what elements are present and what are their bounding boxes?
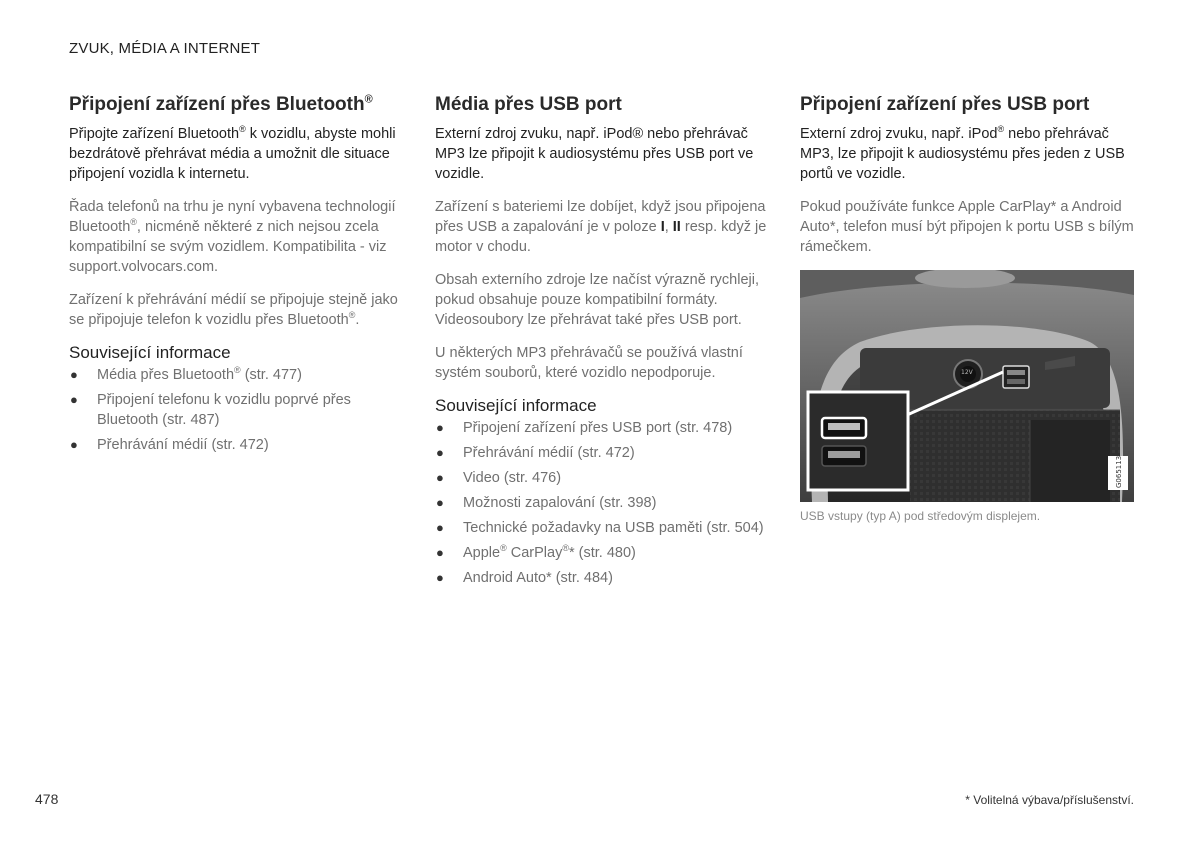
bullet-icon: ● bbox=[70, 392, 78, 407]
page-number: 478 bbox=[35, 791, 59, 807]
related-info-heading: Související informace bbox=[69, 343, 231, 362]
related-info-heading: Související informace bbox=[435, 396, 597, 415]
photo-caption: USB vstupy (typ A) pod středovým displejem. bbox=[800, 509, 1041, 523]
section-header: ZVUK, MÉDIA A INTERNET bbox=[69, 40, 261, 57]
usb-media-lead: Externí zdroj zvuku, např. iPod® nebo přehrávač MP3 lze připojit k audiosystému přes USB port ve vozidle. bbox=[435, 126, 754, 182]
socket-label: 12V bbox=[961, 369, 973, 376]
bullet-icon: ● bbox=[70, 437, 78, 452]
usb-connect-heading: Připojení zařízení přes USB port bbox=[800, 94, 1090, 115]
bullet-icon: ● bbox=[436, 495, 444, 510]
usb-ports-photo bbox=[800, 270, 1134, 502]
bullet-icon: ● bbox=[436, 470, 444, 485]
related-links-list bbox=[69, 365, 404, 455]
related-link[interactable]: ● Přehrávání médií (str. 472) bbox=[436, 445, 635, 461]
usb-media-heading: Média přes USB port bbox=[435, 94, 622, 115]
related-link[interactable]: ● Média přes Bluetooth® (str. 477) bbox=[70, 365, 302, 383]
related-link[interactable]: ● Video (str. 476) bbox=[436, 470, 562, 486]
footnote: * Volitelná výbava/příslušenství. bbox=[965, 793, 1134, 807]
bullet-icon: ● bbox=[436, 445, 444, 460]
column-usb-media bbox=[435, 92, 770, 593]
related-links-list bbox=[435, 418, 770, 588]
related-link[interactable]: ● Android Auto* (str. 484) bbox=[436, 570, 613, 586]
bullet-icon: ● bbox=[436, 545, 444, 560]
bullet-icon: ● bbox=[70, 367, 78, 382]
usb-filesystem-paragraph: U některých MP3 přehrávačů se používá vlastní systém souborů, které vozidlo nepodporuje. bbox=[435, 345, 743, 381]
bluetooth-player-paragraph: Zařízení k přehrávání médií se připojuje stejně jako se připojuje telefon k vozidlu přes Bluetooth®. bbox=[69, 292, 398, 328]
related-link[interactable]: ● Apple® CarPlay®* (str. 480) bbox=[436, 543, 636, 561]
related-link[interactable]: ● Připojení zařízení přes USB port (str. 478) bbox=[436, 420, 733, 436]
related-link[interactable]: ● Připojení telefonu k vozidlu poprvé přes Bluetooth (str. 487) bbox=[70, 392, 351, 428]
image-code: G065113 bbox=[1115, 455, 1123, 488]
usb-formats-paragraph: Obsah externího zdroje lze načíst výrazně rychleji, pokud obsahuje pouze kompatibilní formáty. Videosoubory lze přehrávat také přes USB port. bbox=[435, 272, 759, 328]
usb-connect-lead: Externí zdroj zvuku, např. iPod® nebo přehrávač MP3, lze připojit k audiosystému přes jeden z USB portů ve vozidle. bbox=[800, 124, 1125, 182]
related-link[interactable]: ● Možnosti zapalování (str. 398) bbox=[436, 495, 657, 511]
bullet-icon: ● bbox=[436, 570, 444, 585]
bluetooth-lead: Připojte zařízení Bluetooth® k vozidlu, abyste mohli bezdrátově přehrávat média a umožnit dle situace připojení vozidla k internetu. bbox=[69, 124, 396, 182]
carplay-note-paragraph: Pokud používáte funkce Apple CarPlay* a Android Auto*, telefon musí být připojen k portu USB s bílým rámečkem. bbox=[800, 199, 1134, 255]
usb-charging-paragraph: Zařízení s bateriemi lze dobíjet, když jsou připojena přes USB a zapalování je v poloze I, II resp. když je motor v chodu. bbox=[435, 199, 767, 255]
bullet-icon: ● bbox=[436, 520, 444, 535]
related-link[interactable]: ● Přehrávání médií (str. 472) bbox=[70, 437, 269, 453]
column-usb-connect bbox=[800, 92, 1134, 524]
bluetooth-heading: Připojení zařízení přes Bluetooth® bbox=[69, 93, 373, 115]
bluetooth-compat-paragraph: Řada telefonů na trhu je nyní vybavena technologií Bluetooth®, nicméně některé z nich nejsou zcela kompatibilní se svým vozidlem. Kompatibilita - viz support.volvocars.com. bbox=[69, 199, 396, 275]
related-link[interactable]: ● Technické požadavky na USB paměti (str. 504) bbox=[436, 520, 764, 536]
column-bluetooth bbox=[69, 92, 404, 460]
bullet-icon: ● bbox=[436, 420, 444, 435]
